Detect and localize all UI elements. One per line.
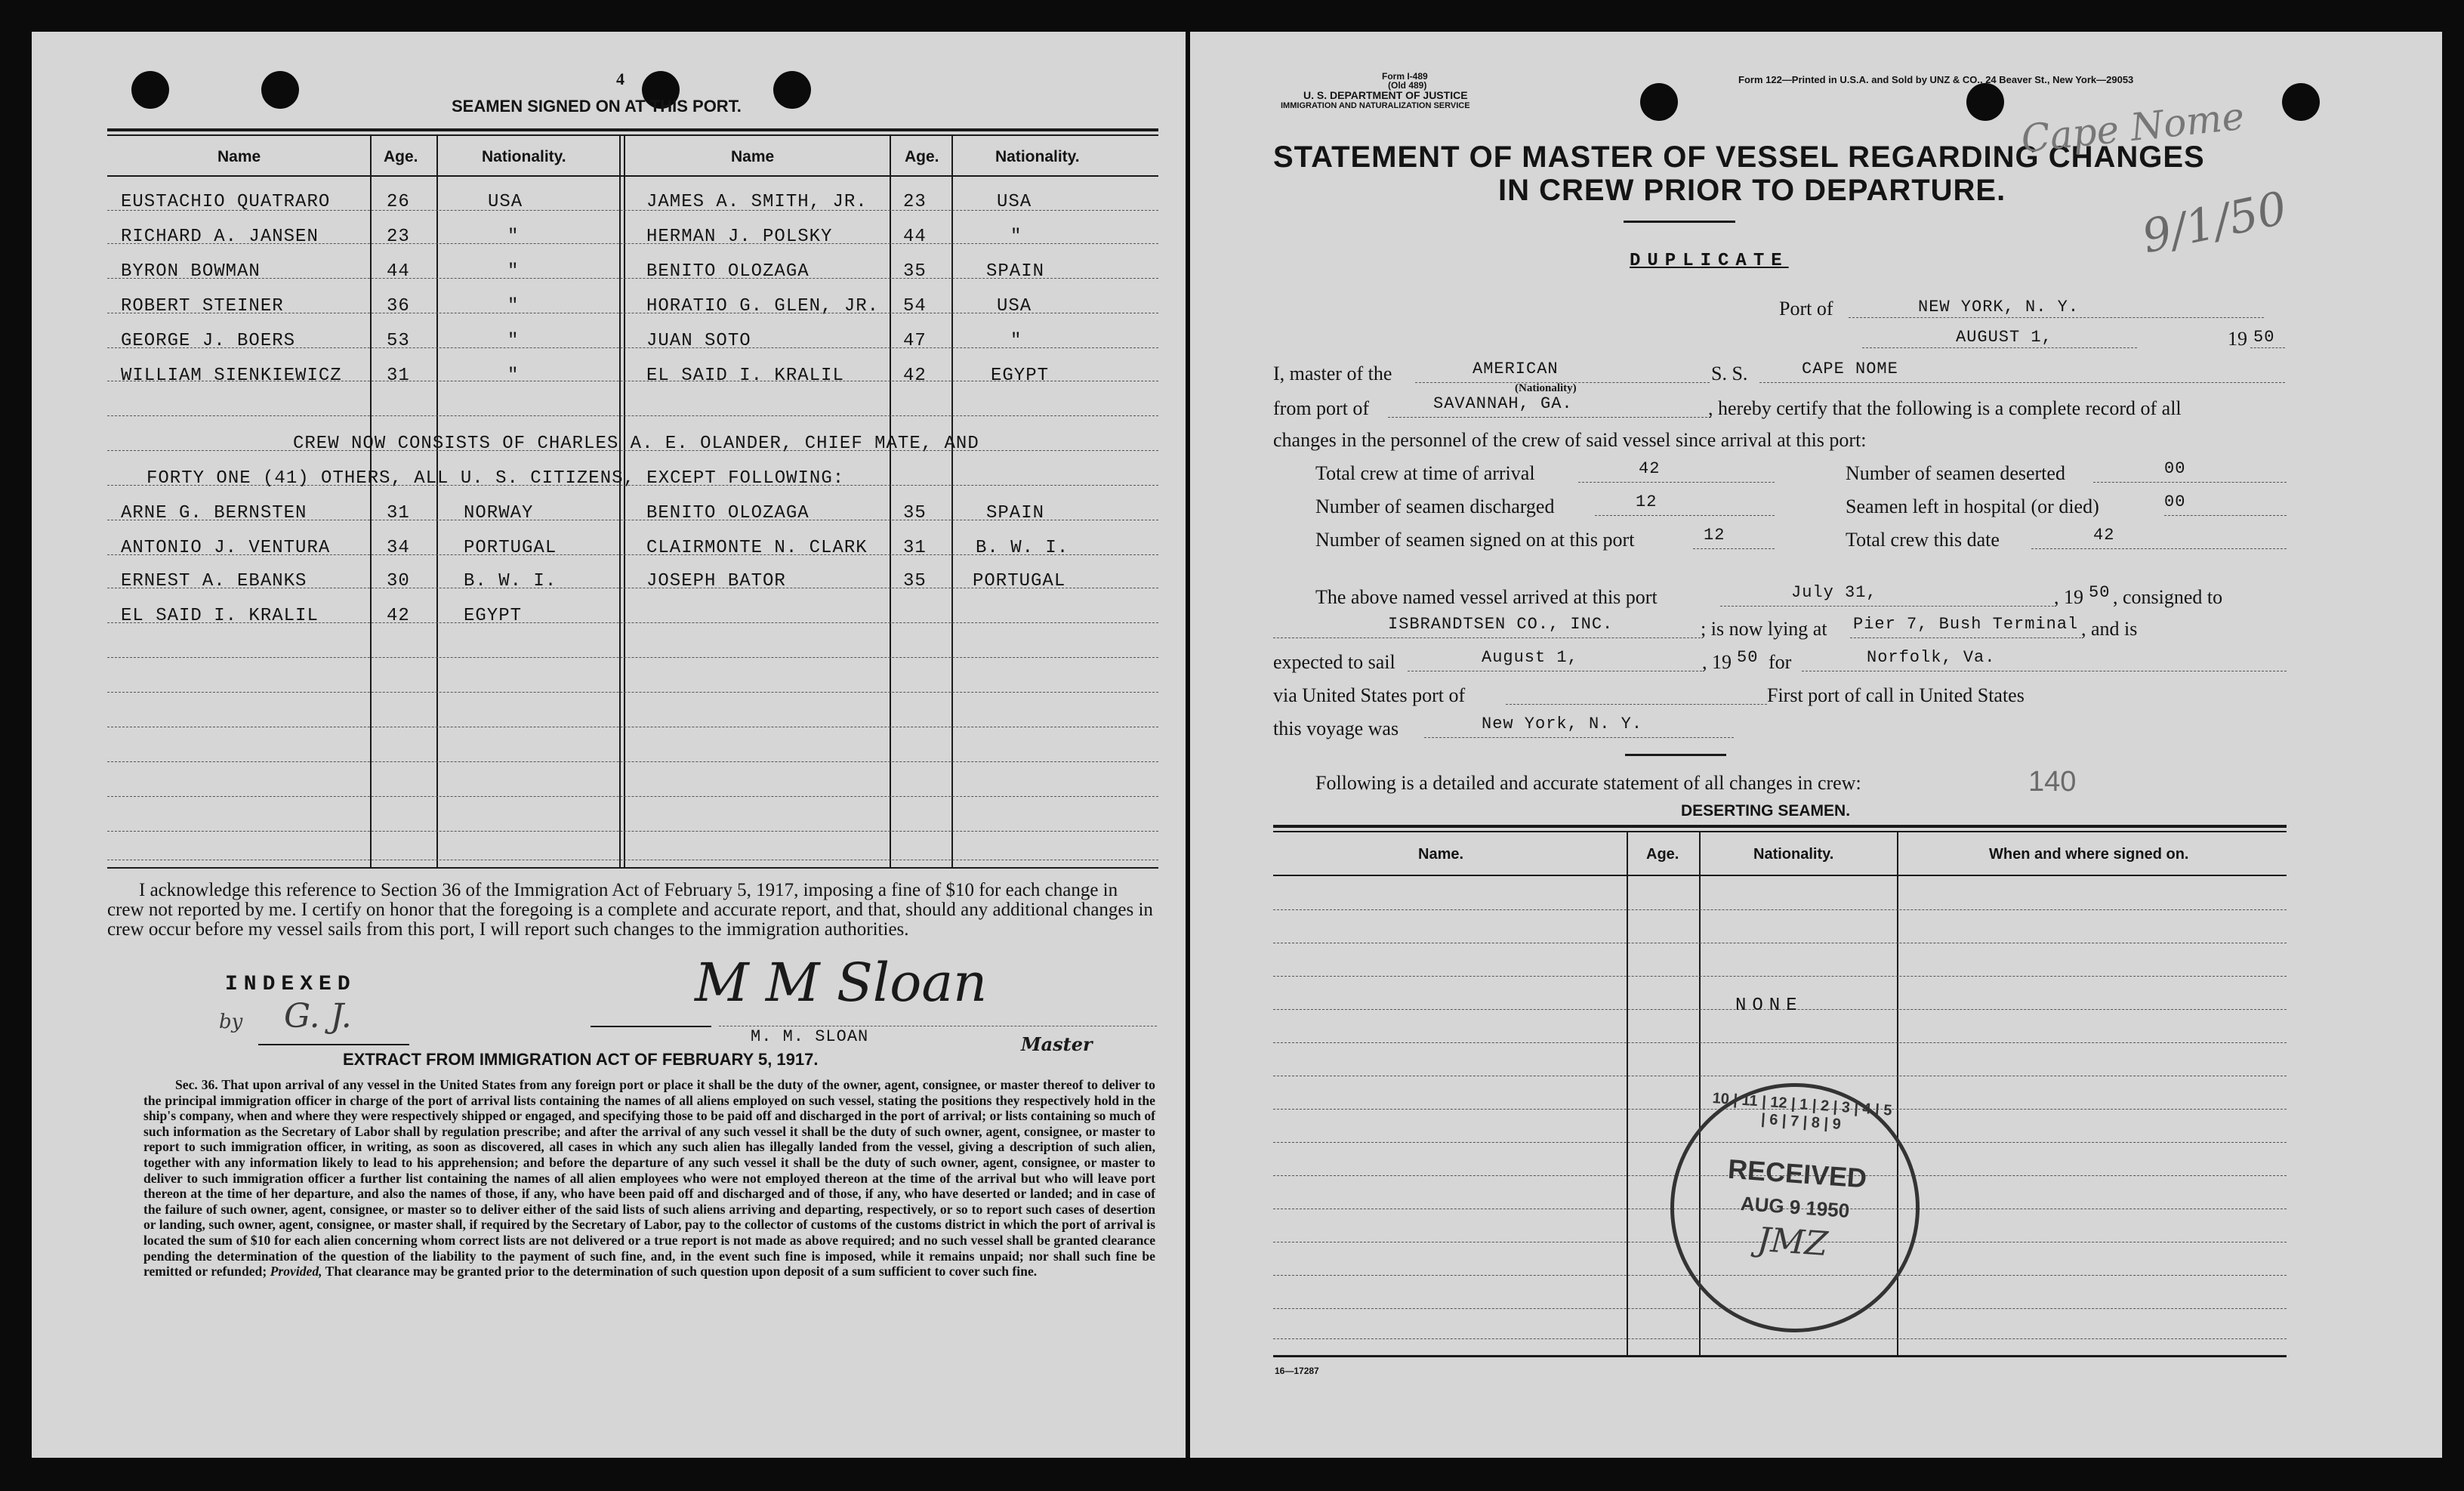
column-divider [436, 134, 438, 867]
stamp-date: AUG 9 1950 [1739, 1191, 1851, 1223]
year-suffix: 50 [2253, 328, 2275, 347]
form-title: STATEMENT OF MASTER OF VESSEL REGARDING CHANGES [1273, 140, 2205, 174]
form-old: (Old 489) [1388, 80, 1427, 91]
column-divider [890, 134, 891, 867]
port-of-value: NEW YORK, N. Y. [1918, 298, 2080, 316]
punch-hole [2282, 83, 2320, 121]
deserted-label: Number of seamen deserted [1846, 462, 2065, 484]
arrived-year-prefix: , 19 [2054, 586, 2083, 608]
form-number: Form I-489 [1382, 71, 1428, 82]
expected-label: expected to sail [1273, 651, 1395, 673]
indexed-initials: G. J. [284, 997, 352, 1036]
header-signed-on: When and where signed on. [1989, 846, 2189, 863]
ss-label: S. S. [1711, 363, 1748, 384]
total-date-value: 42 [2093, 526, 2115, 545]
total-arrival-label: Total crew at time of arrival [1315, 462, 1535, 484]
lying-at-value: Pier 7, Bush Terminal [1853, 615, 2079, 634]
voyage-label: this voyage was [1273, 718, 1399, 739]
sail-for-value: Norfolk, Va. [1867, 648, 1996, 667]
left-page: 4 SEAMEN SIGNED ON AT THIS PORT. Name Age. Nationality. Name Age. Nationality. EUSTACHIO QUATRARO 26 USA JAMES A. SMITH, JR. 23 USA RICHARD A. JANSEN 23 " HERMAN J. POLSKY 44 " BYRON BOWMAN 44 " BENITO OLOZAGA 35 SPAIN ROBERT STEINER 36 " HORATIO G. GLEN, JR. 54 USA GEORGE J. BOERS 53 " JUAN SOTO 47 " WILLIAM SIENKIEWICZ 31 " EL SAID I. KRALIL 42 EGYPT CREW NOW CONSISTS OF CHARLES A. E. OLANDER, CHIEF MATE, AND FORTY ONE (41) OTHERS, ALL U. S. CITIZENS, EXCEPT FOLLOWING: ARNE G. BERNSTEN 31 NORWAY BENITO OLOZAGA 35 SPAIN ANTONIO J. VENTURA 34 PORTUGAL CLAIRMONTE N. CLARK 31 B. W. I. ERNEST A. EBANKS 30 B. W. I. JOSEPH BATOR 35 PORTUGAL EL SAID I. KRALIL 42 EGYPT I acknowledge this reference to Section 36 of the Immigration Act of February 5, 1917, imposing a fine of $10 for each change in crew not reported by me. I certify on honor that the foregoing is a complete and accurate report, and that, should any additional changes in crew occur before my vessel sails from this port, I will report such changes to the immigration authorities. INDEXED by G. J. M M Sloan M. M. SLOAN Master EXTRACT FROM IMMIGRATION ACT OF FEBRUARY 5, 1917. Sec. 36. That upon arrival of any vessel in the United States from any foreign port or place it shall be the duty of the owner, agent, consignee, or master thereof to deliver to the principal immigration officer in charge of the port of arrival lists containing the names of all aliens employed on such vessel, stating the positions they respectively hold in the ship's company, when and where they were respectively shipped or engaged, and specifying those to be paid off and discharged in the port of arrival; or lists containing so much of such information as the Secretary of Labor shall by regulation prescribe; and after the arrival of any such vessel it shall be the duty of such owner, agent, consignee, or master to report to such immigration officer, in writing, as soon as discovered, all cases in which any such alien has illegally landed from the vessel, giving a description of such alien, together with any information likely to lead to his apprehension; and before the departure of any such vessel it shall be the duty of such owner, agent, consignee, or master to deliver to such immigration officer a further list containing the names of all alien employees who were not employed thereon at the time of the arrival but who will leave port thereon at the time of her departure, and also the names of those, if any, who have been paid off and discharged and of those, if any, who have deserted or landed; and in case of the failure of such owner, agent, consignee, or master so to deliver either of the said lists of such aliens arriving and departing, respectively, or so to report such cases of desertion or landing, such owner, agent, consignee, or master shall, if required by the Secretary of Labor, pay to the collector of customs of the customs district in which the port of arrival is located the sum of $10 for each alien concerning whom correct lists are not delivered or a true report is not made as above required; and no such vessel shall be granted clearance pending the determination of the question of the liability to the payment of such fine, and, in the event such fine is imposed, while it remains unpaid; nor shall such fine be remitted or refunded; Provided, That clearance may be granted prior to the determination of such question upon deposit of a sum sufficient to cover such fine. [32, 32, 1186, 1458]
header-name: Name [731, 148, 775, 165]
table-header-rule [1273, 875, 2287, 876]
crew-note: CREW NOW CONSISTS OF CHARLES A. E. OLANDER, CHIEF MATE, AND [293, 434, 979, 454]
indexed-label: INDEXED [225, 973, 356, 996]
date-value: AUGUST 1, [1956, 328, 2052, 347]
indexed-underline [258, 1044, 409, 1045]
title-rule [1624, 221, 1735, 223]
received-stamp [1662, 1075, 1928, 1341]
hospital-label: Seamen left in hospital (or died) [1846, 495, 2099, 517]
discharged-label: Number of seamen discharged [1315, 495, 1555, 517]
section-rule [1625, 754, 1726, 756]
punch-hole [1640, 83, 1678, 121]
column-divider [624, 134, 625, 867]
stamp-received: RECEIVED [1726, 1153, 1868, 1194]
section-label: Sec. 36. [175, 1077, 218, 1092]
punch-hole [261, 71, 299, 109]
extract-text: Sec. 36. That upon arrival of any vessel in the United States from any foreign port or place it shall be the duty of the owner, agent, consignee, or master thereof to deliver to the principal immigration officer in charge of the port of arrival lists containing the names of all aliens employed on such vessel, stating the positions they respectively hold in the ship's company, when and where they were respectively shipped or engaged, and specifying those to be paid off and discharged in the port of arrival; or lists containing so much of such information as the Secretary of Labor shall by regulation prescribe; and after the arrival of any such vessel it shall be the duty of such owner, agent, consignee, or master to report to such immigration officer, in writing, as soon as discovered, all cases in which any such alien has illegally landed from the vessel, giving a description of such alien, together with any information likely to lead to his apprehension; and before the departure of any such vessel it shall be the duty of such owner, agent, consignee, or master to deliver to such immigration officer a further list containing the names of all alien employees who were not employed thereon at the time of the arrival but who will leave port thereon at the time of her departure, and also the names of those, if any, who have been paid off and discharged and of those, if any, who have deserted or landed; and in case of the failure of such owner, agent, consignee, or master so to deliver either of the said lists of such aliens arriving and departing, respectively, or so to report such cases of desertion or landing, such owner, agent, consignee, or master shall, if required by the Secretary of Labor, pay to the collector of customs of the customs district in which the port of arrival is located the sum of $10 for each alien concerning whom correct lists are not delivered or a true report is not made as above required; and no such vessel shall be granted clearance pending the determination of the question of the liability to the payment of such fine, and, in the event such fine is imposed, while it remains unpaid; nor shall such fine be remitted or refunded; Provided, That clearance may be granted prior to the determination of such question upon deposit of a sum sufficient to cover such fine. [143, 1077, 1155, 1280]
header-age: Age. [1646, 846, 1679, 863]
indexed-by: by [219, 1011, 243, 1033]
master-signature: M M Sloan [695, 952, 988, 1014]
stamp-initials: JMZ [1756, 1220, 1830, 1264]
agency-line1: U. S. DEPARTMENT OF JUSTICE [1303, 89, 1468, 101]
right-page [1190, 32, 2442, 1458]
handwritten-note: Cape Nome [2018, 94, 2247, 162]
year-prefix: 19 [2228, 328, 2247, 350]
punch-hole [773, 71, 811, 109]
certify-text: , hereby certify that the following is a complete record of all [1708, 397, 2182, 419]
consigned-label: , consigned to [2113, 586, 2223, 608]
sail-date: August 1, [1482, 648, 1578, 667]
changes-text: changes in the personnel of the crew of said vessel since arrival at this port: [1273, 429, 1867, 451]
header-nationality: Nationality. [1753, 846, 1834, 863]
sail-year-prefix: , 19 [1702, 651, 1732, 673]
lying-label: ; is now lying at [1701, 618, 1827, 640]
vessel-name: CAPE NOME [1802, 360, 1898, 378]
discharged-value: 12 [1636, 492, 1658, 511]
nationality-label: (Nationality) [1515, 382, 1577, 394]
total-arrival-value: 42 [1639, 459, 1661, 478]
handwritten-number: 140 [2028, 766, 2077, 798]
footer-code: 16—17287 [1275, 1366, 1319, 1376]
column-divider [370, 134, 372, 867]
deserted-value: 00 [2164, 459, 2186, 478]
section-title: SEAMEN SIGNED ON AT THIS PORT. [452, 97, 742, 116]
via-label: via United States port of [1273, 684, 1466, 706]
printer-line: Form 122—Printed in U.S.A. and Sold by UNZ & CO., 24 Beaver St., New York—29053 [1738, 74, 2134, 85]
column-divider [619, 134, 621, 867]
arrived-year-suffix: 50 [2089, 583, 2111, 602]
table-top-rule [1273, 825, 2287, 828]
first-port-label: First port of call in United States [1767, 684, 2025, 706]
stamp-ring: 10 | 11 | 12 | 1 | 2 | 3 | 4 | 5 | 6 | 7 | 8 | 9 [1711, 1090, 1893, 1133]
arrived-date: July 31, [1791, 583, 1877, 602]
and-is-label: , and is [2081, 618, 2138, 640]
first-port-value: New York, N. Y. [1482, 715, 1643, 733]
punch-hole [131, 71, 169, 109]
master-name: M. M. SLOAN [751, 1027, 869, 1046]
punch-hole [1966, 83, 2004, 121]
following-label: Following is a detailed and accurate statement of all changes in crew: [1315, 772, 1861, 794]
copy-label: DUPLICATE [1630, 251, 1789, 271]
signature-line [591, 1026, 711, 1027]
handwritten-date: 9/1/50 [2137, 181, 2292, 264]
nationality-value: AMERICAN [1473, 360, 1559, 378]
none-entry: NONE [1735, 996, 1803, 1016]
agency-line2: IMMIGRATION AND NATURALIZATION SERVICE [1281, 101, 1470, 110]
master-label: Master [1021, 1033, 1093, 1055]
header-name: Name. [1418, 846, 1464, 863]
page-number: 4 [616, 69, 624, 88]
header-age: Age. [384, 148, 418, 165]
header-age: Age. [905, 148, 939, 165]
acknowledgment: I acknowledge this reference to Section 36 of the Immigration Act of February 5, 1917, imposing a fine of $10 for each change in crew not reported by me. I certify on honor that the foregoing is a complete and accurate report, and that, should any additional changes in crew occur before my vessel sails from this port, I will report such changes to the immigration authorities. [107, 880, 1153, 940]
header-name: Name [217, 148, 261, 165]
table-top-rule [1273, 831, 2287, 832]
total-date-label: Total crew this date [1846, 529, 2000, 551]
header-nationality: Nationality. [482, 148, 566, 165]
header-nationality: Nationality. [995, 148, 1080, 165]
from-port-value: SAVANNAH, GA. [1433, 394, 1573, 413]
from-port-label: from port of [1273, 397, 1370, 419]
master-of-label: I, master of the [1273, 363, 1392, 384]
column-divider [951, 134, 953, 867]
signed-on-label: Number of seamen signed on at this port [1315, 529, 1635, 551]
table-bottom-rule [107, 867, 1158, 869]
form-title: IN CREW PRIOR TO DEPARTURE. [1498, 174, 2006, 207]
consignee-value: ISBRANDTSEN CO., INC. [1388, 615, 1614, 634]
sail-year-suffix: 50 [1737, 648, 1759, 667]
extract-title: EXTRACT FROM IMMIGRATION ACT OF FEBRUARY 5, 1917. [343, 1050, 819, 1069]
hospital-value: 00 [2164, 492, 2186, 511]
for-label: for [1769, 651, 1792, 673]
table-top-rule [107, 134, 1158, 136]
table-bottom-rule [1273, 1355, 2287, 1357]
arrived-label: The above named vessel arrived at this port [1315, 586, 1658, 608]
table-header-rule [107, 175, 1158, 177]
port-of-label: Port of [1779, 298, 1833, 320]
crew-note: FORTY ONE (41) OTHERS, ALL U. S. CITIZENS, EXCEPT FOLLOWING: [146, 468, 845, 489]
table-top-rule [107, 128, 1158, 131]
signed-on-value: 12 [1704, 526, 1725, 545]
deserting-title: DESERTING SEAMEN. [1681, 802, 1851, 820]
